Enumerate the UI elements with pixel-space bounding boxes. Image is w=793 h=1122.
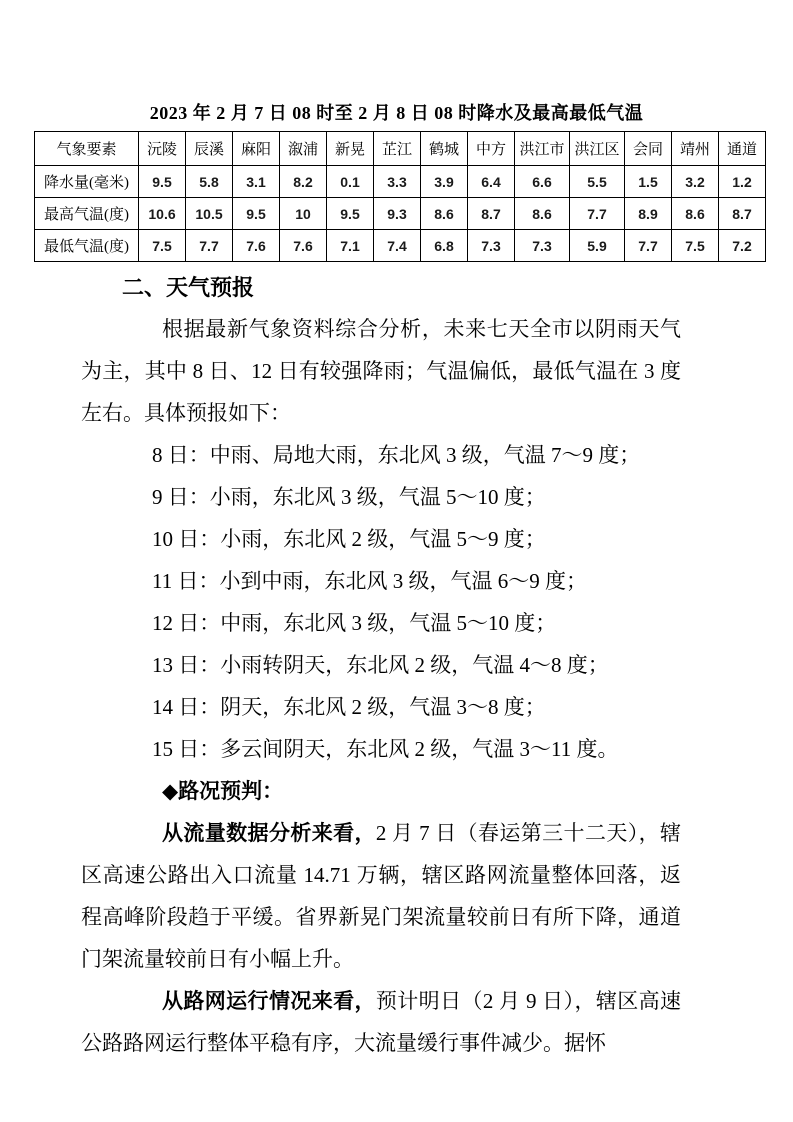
value-cell: 9.5 bbox=[233, 198, 280, 230]
table-row-precipitation bbox=[35, 166, 766, 198]
col-header-element: 气象要素 bbox=[35, 132, 139, 166]
col-header-hongjiangqu: 洪江区 bbox=[570, 132, 625, 166]
value-cell: 8.6 bbox=[421, 198, 468, 230]
table-row-min-temp bbox=[35, 230, 766, 262]
value-cell: 7.5 bbox=[139, 230, 186, 262]
network-operation-paragraph bbox=[81, 980, 681, 1064]
value-cell: 10.5 bbox=[186, 198, 233, 230]
forecast-day-line-14: 14 日：阴天，东北风 2 级，气温 3～8 度； bbox=[152, 695, 546, 719]
value-cell: 5.8 bbox=[186, 166, 233, 198]
value-cell: 3.1 bbox=[233, 166, 280, 198]
road-condition-heading: ◆路况预判： bbox=[162, 779, 284, 803]
forecast-day-line-9: 9 日：小雨，东北风 3 级，气温 5～10 度； bbox=[152, 485, 546, 509]
value-cell: 1.5 bbox=[625, 166, 672, 198]
value-cell: 5.5 bbox=[570, 166, 625, 198]
forecast-day-line-10: 10 日：小雨，东北风 2 级，气温 5～9 度； bbox=[152, 527, 546, 551]
body-content bbox=[81, 271, 681, 1064]
weather-table bbox=[34, 131, 766, 262]
col-header-hecheng: 鹤城 bbox=[421, 132, 468, 166]
value-cell: 7.3 bbox=[515, 230, 570, 262]
value-cell: 7.5 bbox=[672, 230, 719, 262]
section-heading-weather-forecast: 二、天气预报 bbox=[122, 275, 255, 300]
value-cell: 3.3 bbox=[374, 166, 421, 198]
value-cell: 3.9 bbox=[421, 166, 468, 198]
col-header-zhijiang: 芷江 bbox=[374, 132, 421, 166]
col-header-xupu: 溆浦 bbox=[280, 132, 327, 166]
col-header-jingzhou: 靖州 bbox=[672, 132, 719, 166]
col-header-yuanling: 沅陵 bbox=[139, 132, 186, 166]
value-cell: 0.1 bbox=[327, 166, 374, 198]
col-header-chenxi: 辰溪 bbox=[186, 132, 233, 166]
row-label-min-temp: 最低气温(度) bbox=[35, 230, 139, 262]
traffic-flow-paragraph-lead: 从流量数据分析来看， bbox=[162, 821, 376, 845]
value-cell: 8.6 bbox=[515, 198, 570, 230]
forecast-day-line-8: 8 日：中雨、局地大雨，东北风 3 级，气温 7～9 度； bbox=[152, 443, 641, 467]
table-title: 2023 年 2 月 7 日 08 时至 2 月 8 日 08 时降水及最高最低气温 bbox=[149, 103, 644, 123]
value-cell: 5.9 bbox=[570, 230, 625, 262]
table-row-max-temp bbox=[35, 198, 766, 230]
value-cell: 10 bbox=[280, 198, 327, 230]
value-cell: 7.6 bbox=[233, 230, 280, 262]
value-cell: 8.7 bbox=[468, 198, 515, 230]
forecast-day-line-11: 11 日：小到中雨，东北风 3 级，气温 6～9 度； bbox=[152, 569, 587, 593]
col-header-mayang: 麻阳 bbox=[233, 132, 280, 166]
forecast-day-line-15: 15 日：多云间阴天，东北风 2 级，气温 3～11 度。 bbox=[152, 737, 619, 761]
value-cell: 7.7 bbox=[625, 230, 672, 262]
value-cell: 9.5 bbox=[327, 198, 374, 230]
network-operation-paragraph-body: 预计明日（2 月 9 日），辖区高速公路路网运行整体平稳有序，大流量缓行事件减少。据怀 bbox=[81, 989, 682, 1055]
col-header-xinhuang: 新晃 bbox=[327, 132, 374, 166]
value-cell: 6.8 bbox=[421, 230, 468, 262]
value-cell: 10.6 bbox=[139, 198, 186, 230]
forecast-day-line-12: 12 日：中雨，东北风 3 级，气温 5～10 度； bbox=[152, 611, 557, 635]
col-header-zhongfang: 中方 bbox=[468, 132, 515, 166]
row-label-precipitation: 降水量(毫米) bbox=[35, 166, 139, 198]
value-cell: 6.6 bbox=[515, 166, 570, 198]
value-cell: 7.1 bbox=[327, 230, 374, 262]
value-cell: 8.2 bbox=[280, 166, 327, 198]
value-cell: 7.4 bbox=[374, 230, 421, 262]
value-cell: 7.6 bbox=[280, 230, 327, 262]
value-cell: 7.7 bbox=[570, 198, 625, 230]
value-cell: 8.6 bbox=[672, 198, 719, 230]
value-cell: 6.4 bbox=[468, 166, 515, 198]
value-cell: 8.7 bbox=[719, 198, 766, 230]
col-header-tongdao: 通道 bbox=[719, 132, 766, 166]
value-cell: 9.5 bbox=[139, 166, 186, 198]
forecast-day-line-13: 13 日：小雨转阴天，东北风 2 级，气温 4～8 度； bbox=[152, 653, 609, 677]
traffic-flow-paragraph-body: 2 月 7 日（春运第三十二天），辖区高速公路出入口流量 14.71 万辆，辖区路网流量整体回落，返程高峰阶段趋于平缓。省界新晃门架流量较前日有所下降，通道门架流量较前日有小幅上升。 bbox=[81, 821, 682, 971]
value-cell: 9.3 bbox=[374, 198, 421, 230]
value-cell: 7.3 bbox=[468, 230, 515, 262]
network-operation-paragraph-lead: 从路网运行情况来看， bbox=[162, 989, 376, 1013]
value-cell: 1.2 bbox=[719, 166, 766, 198]
value-cell: 7.2 bbox=[719, 230, 766, 262]
weather-table-header-row bbox=[35, 132, 766, 166]
value-cell: 7.7 bbox=[186, 230, 233, 262]
traffic-flow-paragraph bbox=[81, 812, 681, 980]
value-cell: 8.9 bbox=[625, 198, 672, 230]
forecast-intro-paragraph: 根据最新气象资料综合分析，未来七天全市以阴雨天气为主，其中 8 日、12 日有较强降雨；气温偏低，最低气温在 3 度左右。具体预报如下： bbox=[81, 317, 681, 425]
col-header-huitong: 会同 bbox=[625, 132, 672, 166]
value-cell: 3.2 bbox=[672, 166, 719, 198]
col-header-hongjiangshi: 洪江市 bbox=[515, 132, 570, 166]
row-label-max-temp: 最高气温(度) bbox=[35, 198, 139, 230]
